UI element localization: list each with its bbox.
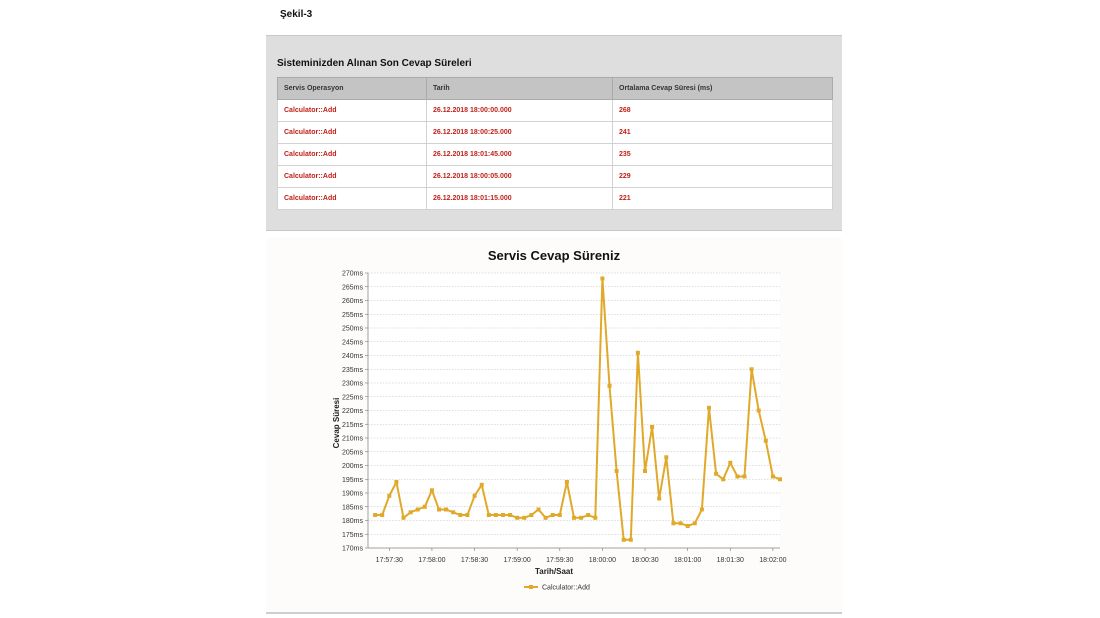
data-point — [650, 425, 654, 429]
y-tick-label: 170ms — [341, 545, 363, 553]
gridlines — [368, 273, 780, 548]
x-tick-label: 17:59:00 — [503, 557, 531, 564]
x-tick-label: 17:58:00 — [418, 557, 446, 564]
y-tick-label: 245ms — [341, 339, 363, 347]
data-point — [707, 406, 711, 410]
cell-avg-response: 241 — [613, 122, 833, 144]
cell-operation: Calculator::Add — [278, 166, 427, 188]
y-tick-labels — [342, 271, 364, 553]
table-row — [278, 100, 833, 122]
data-point — [451, 510, 455, 514]
y-tick-label: 190ms — [341, 490, 363, 498]
data-point — [735, 475, 739, 479]
cell-date: 26.12.2018 18:01:15.000 — [427, 188, 613, 210]
x-tick-label: 18:01:00 — [674, 557, 702, 564]
y-tick-label: 230ms — [341, 380, 363, 388]
data-point — [579, 516, 583, 520]
x-tick-label: 17:57:30 — [375, 557, 403, 564]
data-point — [608, 384, 612, 388]
data-point — [636, 351, 640, 355]
data-point — [487, 513, 491, 517]
cell-date: 26.12.2018 18:00:00.000 — [427, 100, 613, 122]
legend-marker — [529, 585, 533, 589]
y-tick-label: 195ms — [341, 476, 363, 484]
data-point — [373, 513, 377, 517]
y-tick-label: 260ms — [341, 298, 363, 305]
cell-operation: Calculator::Add — [278, 188, 427, 210]
data-point — [629, 538, 633, 542]
data-point — [437, 508, 441, 512]
x-tick-label: 18:00:30 — [631, 557, 659, 564]
response-time-line-chart — [266, 238, 842, 612]
response-times-table — [277, 77, 833, 210]
x-tick-label: 18:01:30 — [716, 557, 744, 564]
data-point — [444, 508, 448, 512]
data-point — [387, 494, 391, 498]
cell-operation: Calculator::Add — [278, 122, 427, 144]
data-point — [522, 516, 526, 520]
data-point — [494, 513, 498, 517]
column-header-avg-response: Ortalama Cevap Süresi (ms) — [613, 78, 833, 100]
y-tick-label: 215ms — [341, 421, 363, 429]
data-point — [508, 513, 512, 517]
data-point — [743, 475, 747, 479]
data-point — [615, 469, 619, 473]
table-header-row — [278, 78, 833, 100]
data-point — [473, 494, 477, 498]
x-tick-labels — [376, 557, 787, 564]
data-point — [409, 510, 413, 514]
data-point — [544, 516, 548, 520]
table-row — [278, 188, 833, 210]
data-point — [700, 508, 704, 512]
y-tick-label: 210ms — [341, 435, 363, 443]
data-point — [380, 513, 384, 517]
x-tick-label: 18:02:00 — [759, 557, 787, 564]
data-point — [771, 475, 775, 479]
data-point — [558, 513, 562, 517]
data-point — [565, 480, 569, 484]
data-point — [764, 439, 768, 443]
data-point — [501, 513, 505, 517]
column-header-date: Tarih — [427, 78, 613, 100]
data-point — [778, 477, 782, 481]
x-axis-label: Tarih/Saat — [534, 567, 574, 576]
legend-label: Calculator::Add — [542, 584, 590, 592]
data-point — [714, 472, 718, 476]
data-point — [643, 469, 647, 473]
plot-area — [368, 273, 780, 548]
data-point — [465, 513, 469, 517]
y-tick-label: 200ms — [341, 463, 363, 470]
cell-avg-response: 229 — [613, 166, 833, 188]
x-tick-label: 18:00:00 — [588, 557, 617, 564]
data-point — [664, 455, 668, 459]
data-point — [529, 513, 533, 517]
cell-date: 26.12.2018 18:00:25.000 — [427, 122, 613, 144]
data-point — [622, 538, 626, 542]
data-point — [657, 497, 661, 501]
column-header-operation: Servis Operasyon — [278, 78, 427, 100]
data-point — [394, 480, 398, 484]
y-tick-label: 235ms — [341, 366, 363, 374]
y-tick-label: 175ms — [341, 531, 363, 539]
table-row — [278, 122, 833, 144]
cell-avg-response: 235 — [613, 144, 833, 166]
data-point — [750, 367, 754, 371]
data-point — [551, 513, 555, 517]
cell-date: 26.12.2018 18:01:45.000 — [427, 144, 613, 166]
data-point — [593, 516, 597, 520]
panel-title: Sisteminizden Alınan Son Cevap Süreleri — [277, 58, 472, 69]
data-point — [721, 477, 725, 481]
y-tick-label: 250ms — [341, 325, 363, 333]
data-point — [757, 409, 761, 413]
cell-operation: Calculator::Add — [278, 144, 427, 166]
data-point — [423, 505, 427, 509]
data-point — [600, 277, 604, 281]
data-point — [586, 513, 590, 517]
y-axis-label: Cevap Süresi — [332, 397, 341, 449]
y-tick-label: 255ms — [341, 311, 363, 319]
data-point — [402, 516, 406, 520]
data-point — [480, 483, 484, 487]
chart-panel — [266, 238, 842, 614]
chart-title: Servis Cevap Süreniz — [487, 248, 621, 263]
y-tick-label: 270ms — [341, 270, 363, 278]
data-point — [430, 488, 434, 492]
y-tick-label: 240ms — [341, 353, 363, 360]
data-point — [728, 461, 732, 465]
x-tick-label: 17:59:30 — [546, 557, 574, 564]
table-row — [278, 166, 833, 188]
y-tick-label: 185ms — [341, 504, 363, 512]
legend — [524, 585, 590, 592]
data-point — [515, 516, 519, 520]
cell-operation: Calculator::Add — [278, 100, 427, 122]
cell-date: 26.12.2018 18:00:05.000 — [427, 166, 613, 188]
data-point — [686, 524, 690, 528]
table-row — [278, 144, 833, 166]
y-tick-label: 220ms — [341, 408, 363, 415]
response-times-panel — [266, 35, 842, 231]
x-tick-label: 17:58:30 — [460, 557, 489, 564]
data-point — [572, 516, 576, 520]
data-point — [679, 521, 683, 525]
y-tick-label: 265ms — [341, 284, 363, 292]
y-tick-label: 225ms — [341, 394, 363, 402]
data-point — [458, 513, 462, 517]
y-tick-label: 205ms — [341, 449, 363, 457]
cell-avg-response: 221 — [613, 188, 833, 210]
data-point — [693, 521, 697, 525]
y-tick-label: 180ms — [341, 518, 363, 525]
data-point — [537, 508, 541, 512]
data-point — [671, 521, 675, 525]
figure-label: Şekil-3 — [280, 9, 313, 20]
cell-avg-response: 268 — [613, 100, 833, 122]
data-point — [416, 508, 420, 512]
